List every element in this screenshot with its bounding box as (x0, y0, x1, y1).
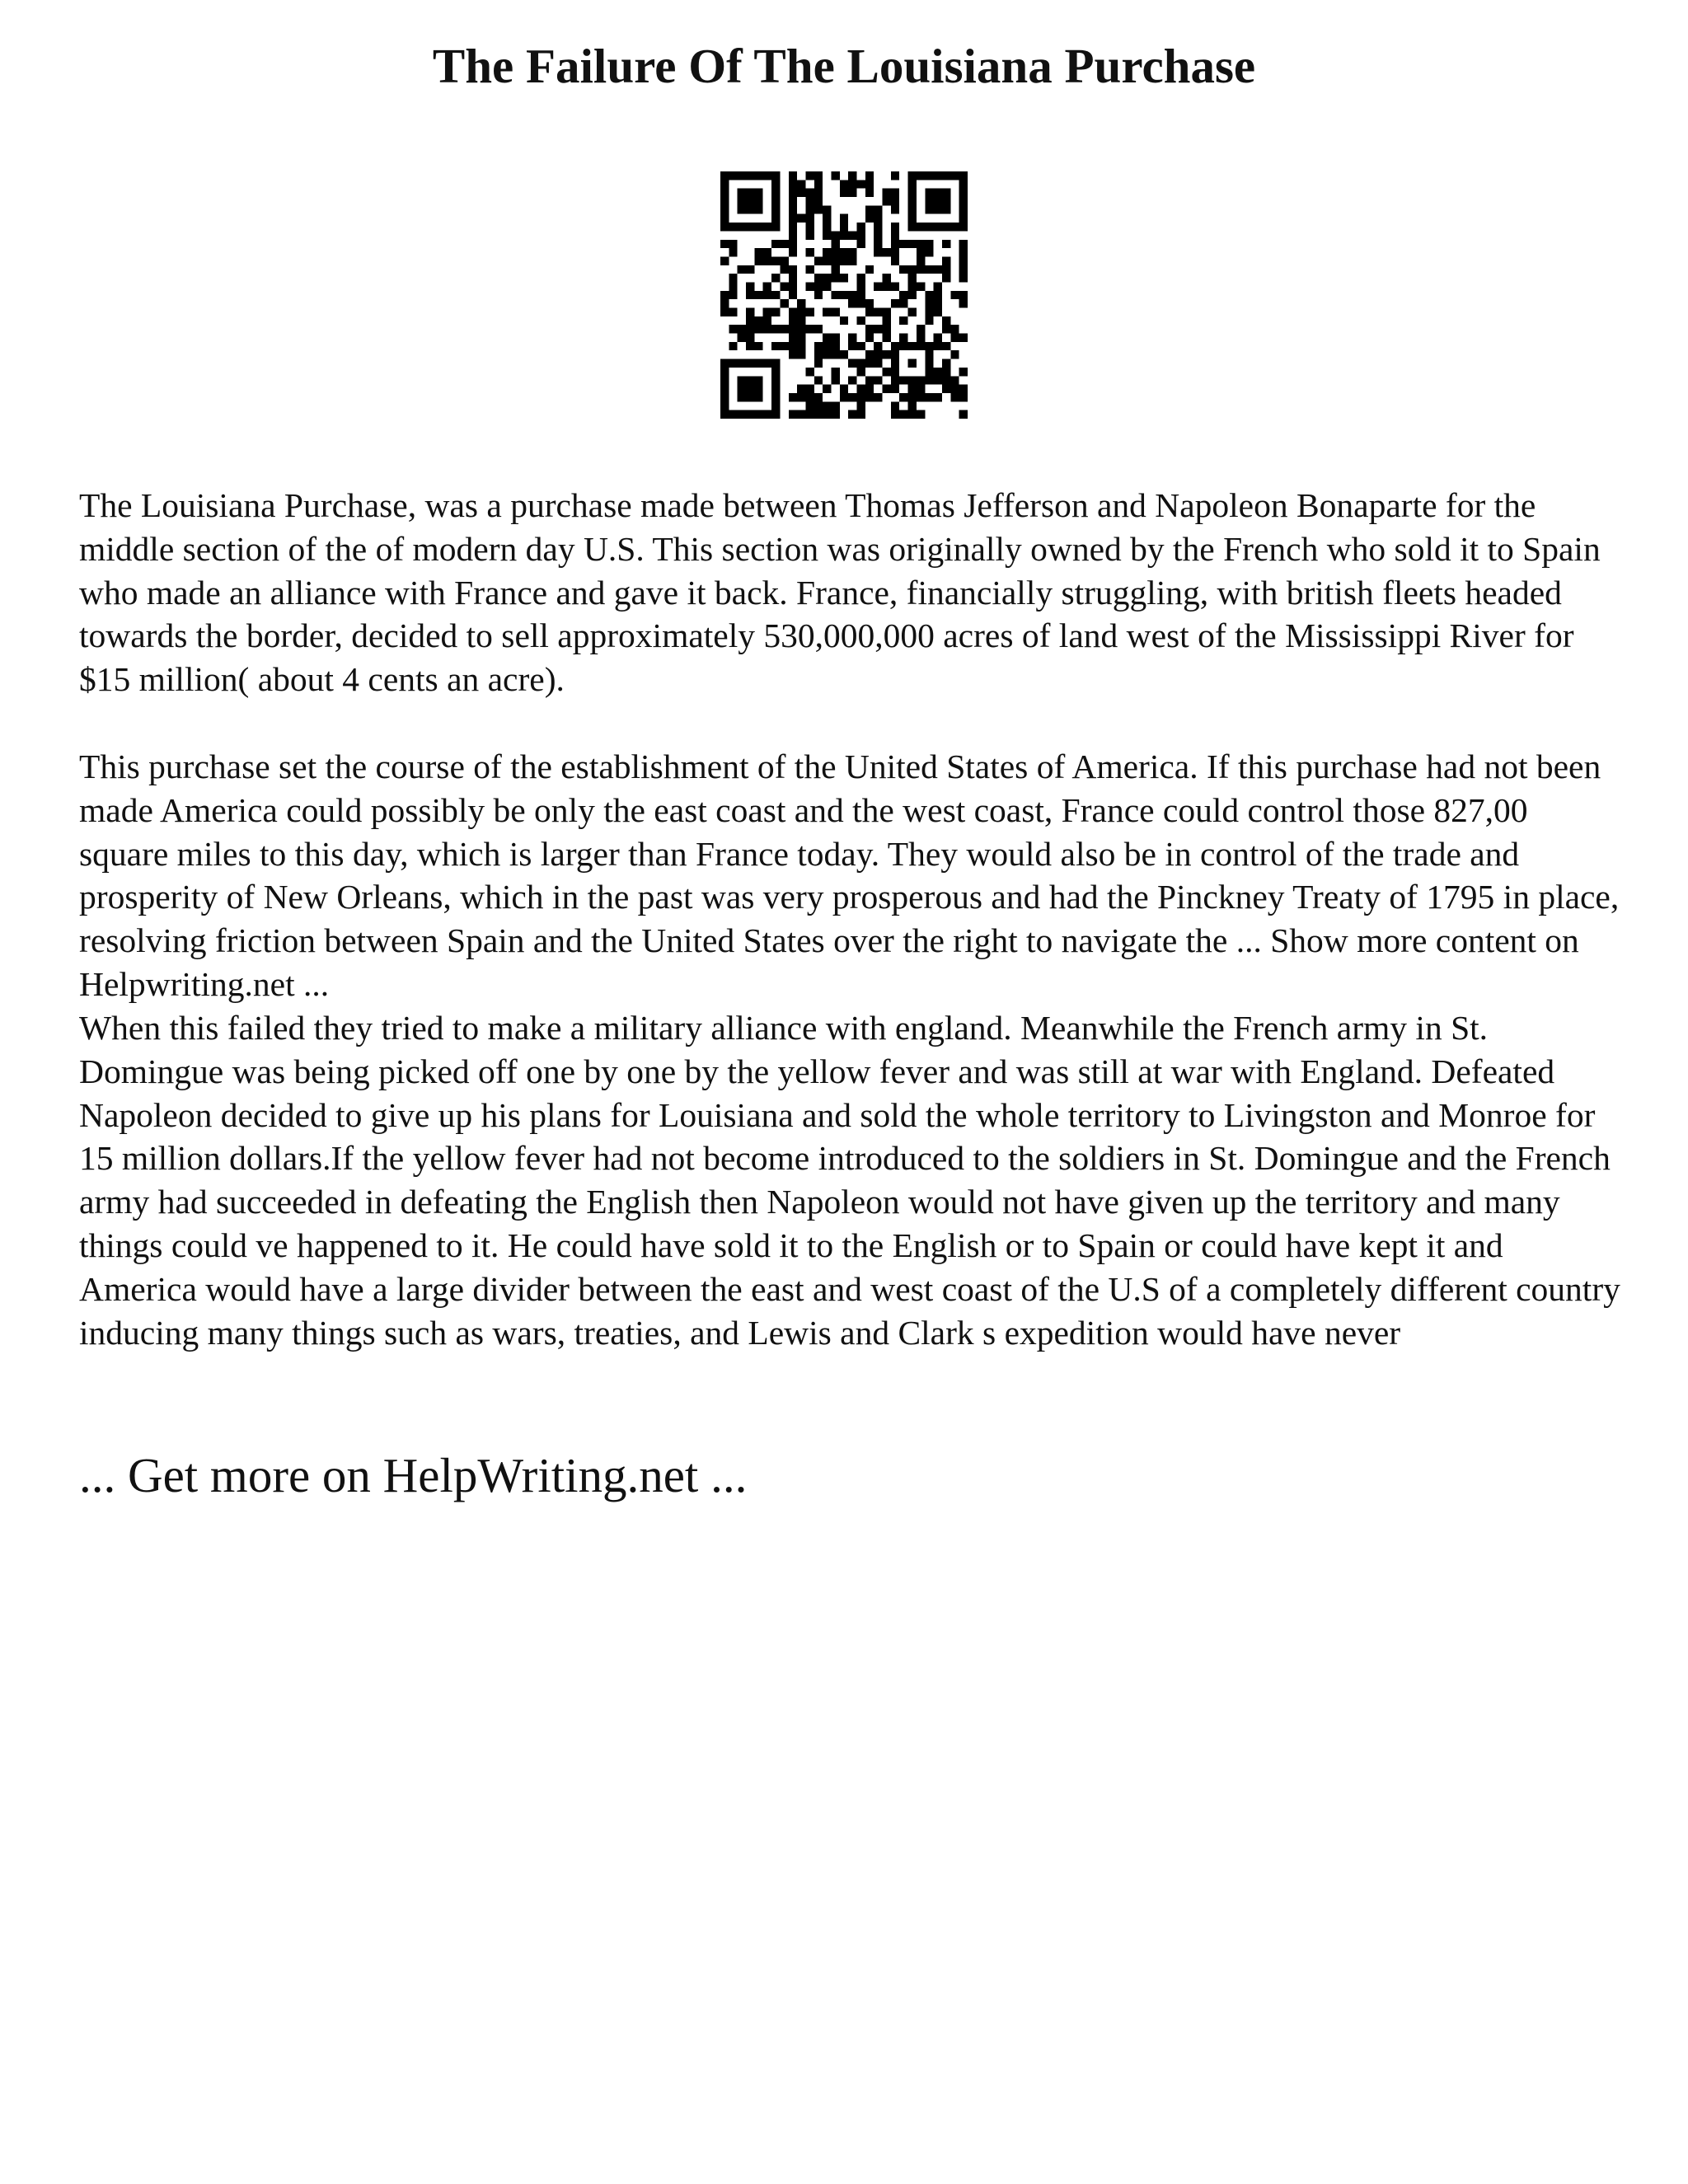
paragraph-significance: This purchase set the course of the establishment of the United States of America. If this purchase had not been made America could possibly be only the east coast and the west coast, France could control those 827,00 square miles to this day, which is larger than France today. They would also be in control of the trade and prosperity of New Orleans, which in the past was very prosperous and had the Pinckney Treaty of 1795 in place, resolving friction between Spain and the United States over the right to navigate the ... Show more content on Helpwriting.net ... (79, 748, 1620, 1003)
qr-code-icon (720, 171, 968, 419)
paragraph-failure: When this failed they tried to make a military alliance with england. Meanwhile the French army in St. Domingue was being picked off one by one by the yellow fever and was still at war with England. Defeated Napoleon decided to give up his plans for Louisiana and sold the whole territory to Livingston and Monroe for 15 million dollars.If the yellow fever had not become introduced to the soldiers in St. Domingue and the French army had succeeded in defeating the English then Napoleon would not have given up the territory and many things could ve happened to it. He could have sold it to the English or to Spain or could have kept it and America would have a large divider between the east and west coast of the U.S of a completely different country inducing many things such as wars, treaties, and Lewis and Clark s expedition would have never (79, 1009, 1620, 1352)
page-title: The Failure Of The Louisiana Purchase (432, 39, 1256, 93)
paragraph-intro: The Louisiana Purchase, was a purchase made between Thomas Jefferson and Napoleon Bonaparte for the middle section of the of modern day U.S. This section was originally owned by the French who sold it to Spain who made an alliance with France and gave it back. France, financially struggling, with british fleets headed towards the border, decided to sell approximately 530,000,000 acres of land west of the Mississippi River for $15 million( about 4 cents an acre). (79, 486, 1601, 699)
get-more-link[interactable]: ... Get more on HelpWriting.net ... (79, 1448, 748, 1502)
